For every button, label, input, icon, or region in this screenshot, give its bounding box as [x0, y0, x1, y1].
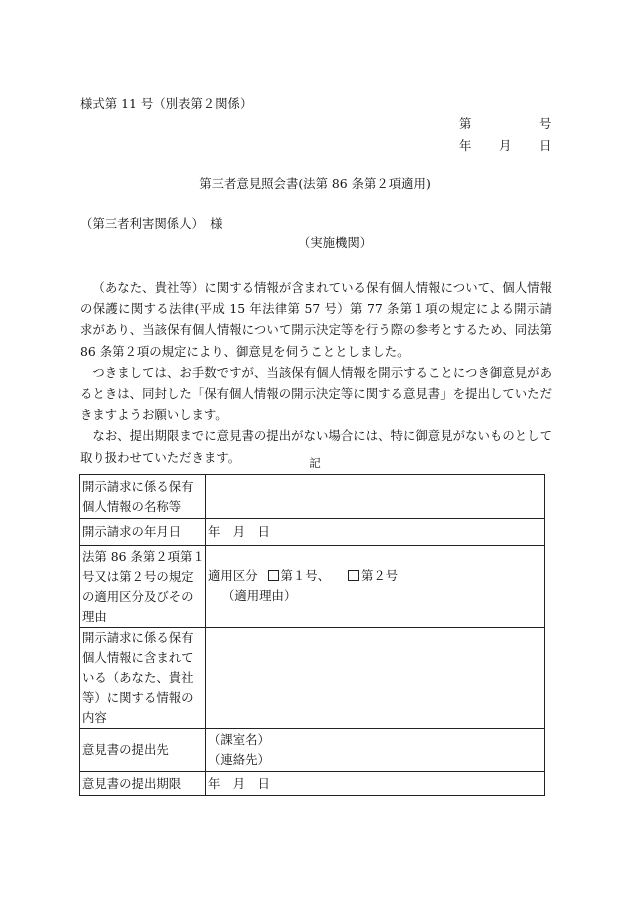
value-info-content [206, 628, 545, 729]
table-row-info-name [80, 475, 545, 519]
value-request-date: 年 月 日 [206, 519, 545, 546]
paragraph-opinion-request: つきましては、お手数ですが、当該保有個人情報を開示することにつき御意見があるときは、同封した「保有個人情報の開示決定等に関する意見書」を提出していただきますようお願いします。 [80, 364, 552, 423]
contact-line: （連絡先） [208, 752, 270, 767]
body-text [80, 277, 552, 468]
date-month: 月 [499, 138, 512, 153]
date-year: 年 [459, 138, 472, 153]
document-number-prefix: 第 [459, 116, 472, 131]
table-row-request-date [80, 519, 545, 546]
value-submission-address [206, 729, 545, 772]
label-submission-address: 意見書の提出先 [80, 729, 206, 772]
date-line [459, 140, 551, 162]
category-label: 適用区分 [208, 568, 258, 583]
checkbox-option-2[interactable] [348, 570, 359, 581]
table-row-info-content [80, 628, 545, 729]
date-day: 日 [539, 138, 552, 153]
category-options [208, 566, 544, 586]
table-row-category [80, 546, 545, 628]
document-number-suffix: 号 [539, 116, 552, 131]
checkbox-option-1[interactable] [268, 570, 279, 581]
number-date-block [459, 118, 551, 162]
label-category: 法第 86 条第２項第１ 号又は第２号の規定 の適用区分及びその 理由 [80, 546, 206, 628]
document-title: 第三者意見照会書(法第 86 条第２項適用) [199, 176, 431, 191]
label-request-date: 開示請求の年月日 [80, 519, 206, 546]
value-category [206, 546, 545, 628]
form-number: 様式第 11 号（別表第２関係） [80, 96, 253, 111]
document-number-line [459, 118, 551, 140]
option-1-label: 第１号、 [280, 568, 331, 583]
implementing-agency: （実施機関） [297, 235, 373, 250]
option-2-label: 第２号 [361, 568, 399, 583]
label-info-name: 開示請求に係る保有 個人情報の名称等 [80, 475, 206, 519]
paragraph-request-notice: （あなた、貴社等）に関する情報が含まれている保有個人情報について、個人情報の保護に関する法律(平成 15 年法律第 57 号）第 77 条第１項の規定による開示請求があり、当該保有個人情報について開示決定等を行う際の参考とするため、同法第 86 条第２項の規定により、御意見を伺うこととしました。 [80, 280, 552, 359]
category-reason: （適用理由） [222, 588, 297, 603]
details-table [79, 474, 545, 796]
table-row-submission-address [80, 729, 545, 772]
addressee: （第三者利害関係人） 様 [80, 216, 223, 231]
value-deadline: 年 月 日 [206, 772, 545, 796]
label-deadline: 意見書の提出期限 [80, 772, 206, 796]
value-info-name [206, 475, 545, 519]
section-name-line: （課室名） [208, 732, 270, 747]
ki-marker: 記 [309, 456, 321, 470]
paragraph-deadline-note: なお、提出期限までに意見書の提出がない場合には、特に御意見がないものとして取り扱わせていただきます。 [80, 428, 552, 465]
label-info-content: 開示請求に係る保有 個人情報に含まれて いる（あなた、貴社 等）に関する情報の 内容 [80, 628, 206, 729]
table-row-deadline [80, 772, 545, 796]
